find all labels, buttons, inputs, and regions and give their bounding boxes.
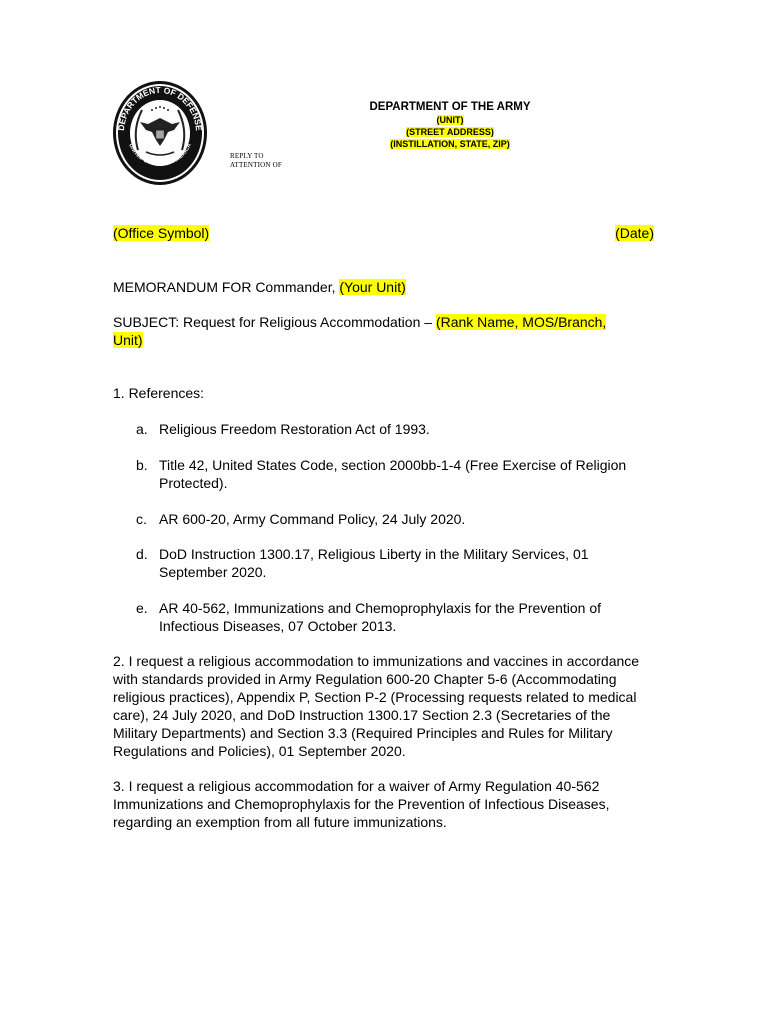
reference-label: c. [136, 511, 147, 527]
office-symbol-placeholder: (Office Symbol) [113, 225, 210, 241]
reference-label: e. [136, 600, 148, 616]
office-symbol-line [113, 224, 658, 242]
reference-text: Title 42, United States Code, section 2000bb-1-4 (Free Exercise of Religion Protected). [159, 457, 627, 491]
attention-of-label: ATTENTION OF [230, 161, 282, 169]
memorandum-prefix: MEMORANDUM FOR Commander, [113, 279, 340, 295]
reference-label: d. [136, 546, 148, 562]
reference-text: Religious Freedom Restoration Act of 1993. [159, 421, 430, 437]
paragraph-2: 2. I request a religious accommodation to immunizations and vaccines in accordance with standards provided in Army Regulation 600-20 Chapter 5-6 (Accommodating religious practices), Appendix P, Section P-2 (Processing requests related to medical care), 24 July 2020, and DoD Instruction 1300.17 Section 2.3 (Secretaries of the Military Departments) and Section 3.3 (Required Principles and Rules for Military Regulations and Policies), 01 September 2020. [113, 653, 640, 759]
letterhead [300, 100, 600, 150]
reference-text: AR 600-20, Army Command Policy, 24 July 2020. [159, 511, 466, 527]
unit-placeholder-subject: Unit) [113, 332, 143, 348]
date-placeholder: (Date) [615, 225, 654, 241]
seal-text-top: DEPARTMENT OF DEFENSE [115, 84, 204, 132]
references-heading: 1. References: [113, 385, 205, 401]
paragraph-3: 3. I request a religious accommodation for a waiver of Army Regulation 40-562 Immunizations and Chemoprophylaxis for the Prevention of Infectious Diseases, regarding an exemption from all future immunizations. [113, 778, 610, 830]
subject-prefix: SUBJECT: Request for Religious Accommodation – [113, 314, 436, 330]
date-line [615, 224, 654, 242]
reference-label: a. [136, 421, 148, 437]
your-unit-placeholder: (Your Unit) [339, 279, 406, 295]
reply-to-attention-of [230, 152, 282, 170]
reference-label: b. [136, 457, 148, 473]
rank-name-placeholder: (Rank Name, MOS/Branch, [435, 314, 607, 330]
department-of-defense-seal [112, 80, 208, 186]
subject-line [113, 313, 658, 349]
reference-text: AR 40-562, Immunizations and Chemoprophylaxis for the Prevention of Infectious Diseases, 07 October 2013. [159, 600, 602, 634]
seal-text-bottom: UNITED STATES OF AMERICA [127, 142, 193, 168]
reference-text: DoD Instruction 1300.17, Religious Liberty in the Military Services, 01 September 2020. [159, 546, 589, 580]
street-address-placeholder: (STREET ADDRESS) [406, 127, 494, 137]
unit-placeholder: (UNIT) [436, 115, 464, 125]
installation-placeholder: (INSTILLATION, STATE, ZIP) [390, 139, 510, 149]
department-title: DEPARTMENT OF THE ARMY [369, 101, 531, 113]
reply-to-label: REPLY TO [230, 152, 264, 160]
memorandum-for-line [113, 278, 658, 296]
